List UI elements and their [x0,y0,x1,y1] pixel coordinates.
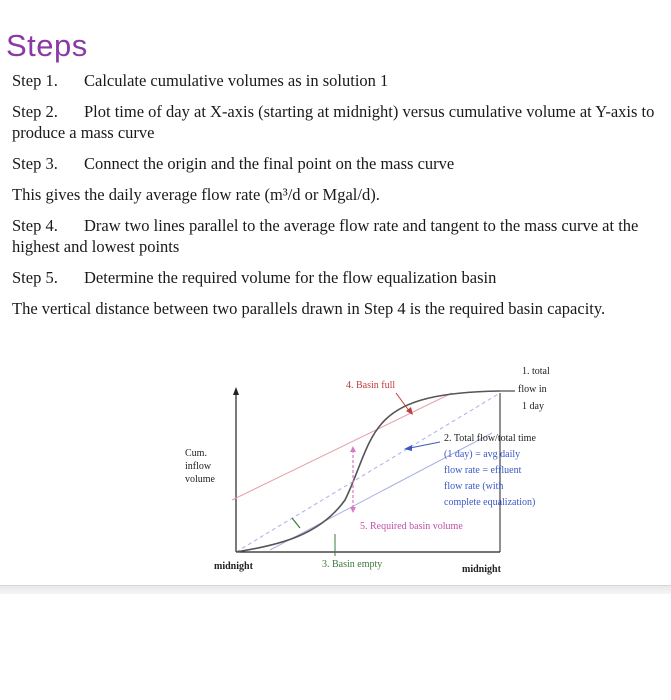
total-flow-label: flow in [518,384,547,395]
required-volume-arrow-icon [350,507,356,513]
step-text: Determine the required volume for the flow equalization basin [84,268,497,287]
y-axis-label: inflow [185,461,212,472]
basin-empty-label: 3. Basin empty [322,559,383,570]
step-text: Plot time of day at X-axis (starting at midnight) versus cumulative volume at Y-axis to produce a mass curve [12,102,655,142]
avg-rate-label: (1 day) = avg daily [444,449,521,460]
avg-rate-label: 2. Total flow/total time [444,433,536,444]
step-number: Step 2. [12,102,58,121]
step-number: Step 1. [12,71,58,90]
step-number: Step 4. [12,216,58,235]
avg-rate-pointer [410,442,440,448]
avg-rate-label: flow rate (with [444,481,504,492]
step-number: Step 5. [12,268,58,287]
y-axis-arrow-icon [233,387,239,395]
y-axis-label: volume [185,474,215,485]
required-volume-label: 5. Required basin volume [360,521,463,532]
avg-rate-label: complete equalization) [444,497,536,508]
page-title: Steps [6,28,88,63]
step-text: Calculate cumulative volumes as in solution 1 [84,71,389,90]
basin-full-label: 4. Basin full [346,380,396,391]
required-volume-arrow-icon [350,446,356,452]
step-text: This gives the daily average flow rate (m³/d or Mgal/d). [12,185,380,204]
step-text: Connect the origin and the final point on the mass curve [84,154,455,173]
footer-divider [0,585,671,594]
step-number: Step 3. [12,154,58,173]
x-axis-left-label: midnight [214,561,253,572]
y-axis-label: Cum. [185,448,207,459]
step-text: The vertical distance between two parallels drawn in Step 4 is the required basin capacity. [12,299,606,318]
total-flow-label: 1 day [522,401,544,412]
x-axis-right-label: midnight [462,564,501,575]
basin-empty-tick [292,518,300,528]
step-text: Draw two lines parallel to the average flow rate and tangent to the mass curve at the highest and lowest points [12,216,639,256]
avg-rate-label: flow rate = effluent [444,465,522,476]
total-flow-label: 1. total [522,366,550,377]
